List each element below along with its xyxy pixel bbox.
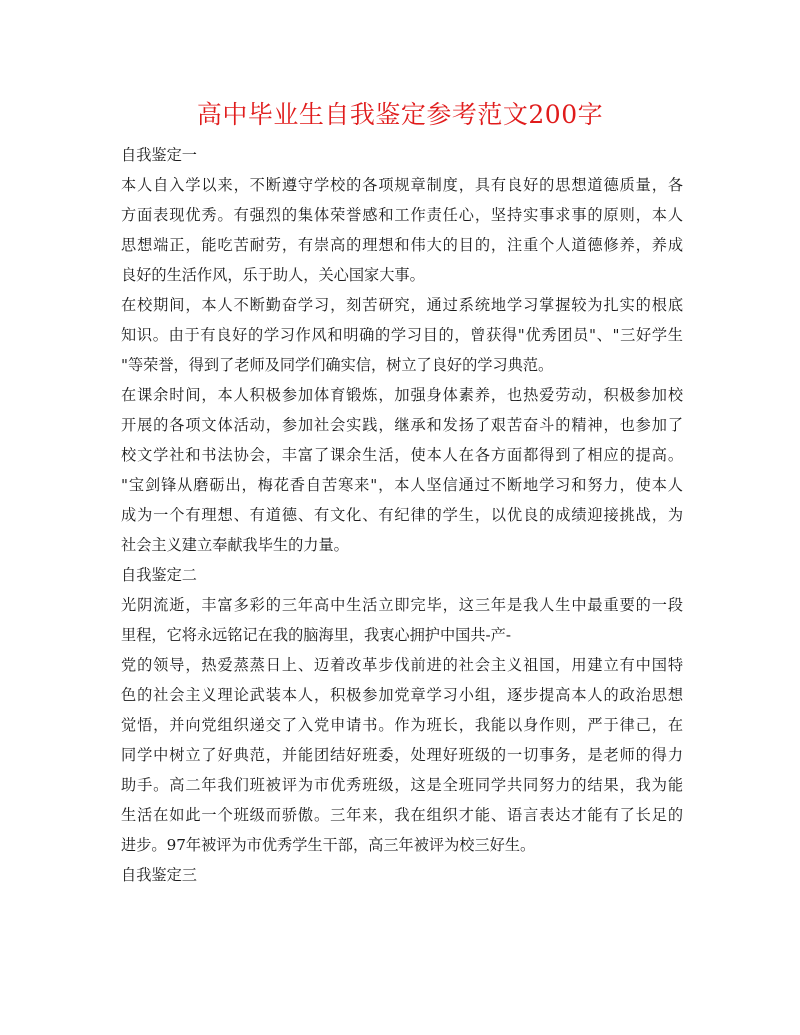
document-title: 高中毕业生自我鉴定参考范文200字: [196, 100, 604, 129]
paragraph-line: 生活在如此一个班级而骄傲。三年来，我在组织才能、语言表达才能有了长足的: [121, 806, 683, 824]
paragraph-line: 知识。由于有良好的学习作风和明确的学习目的，曾获得"优秀团员"、"三好学生: [121, 326, 683, 344]
paragraph-line: 本人自入学以来，不断遵守学校的各项规章制度，具有良好的思想道德质量，各: [121, 176, 683, 194]
paragraph-line: 色的社会主义理论武装本人，积极参加党章学习小组，逐步提高本人的政治思想: [121, 686, 683, 704]
paragraph-line: 成为一个有理想、有道德、有文化、有纪律的学生，以优良的成绩迎接挑战，为: [121, 506, 683, 524]
paragraph-line: 进步。97年被评为市优秀学生干部，高三年被评为校三好生。: [121, 836, 536, 854]
paragraph-line: 良好的生活作风，乐于助人，关心国家大事。: [121, 266, 425, 284]
paragraph-line: 校文学社和书法协会，丰富了课余生活，使本人在各方面都得到了相应的提高。: [121, 446, 683, 464]
paragraph-line: "宝剑锋从磨砺出，梅花香自苦寒来"，本人坚信通过不断地学习和努力，使本人: [121, 476, 683, 494]
paragraph-line: 在课余时间，本人积极参加体育锻炼，加强身体素养，也热爱劳动，积极参加校: [121, 386, 683, 404]
paragraph-line: 社会主义建立奉献我毕生的力量。: [121, 536, 349, 554]
paragraph-line: 方面表现优秀。有强烈的集体荣誉感和工作责任心，坚持实事求事的原则，本人: [121, 206, 683, 224]
paragraph-line: 在校期间，本人不断勤奋学习，刻苦研究，通过系统地学习掌握较为扎实的根底: [121, 296, 683, 314]
paragraph-line: 里程，它将永远铭记在我的脑海里，我衷心拥护中国共-产-: [121, 626, 511, 644]
paragraph-line: 党的领导，热爱蒸蒸日上、迈着改革步伐前进的社会主义祖国，用建立有中国特: [121, 656, 683, 674]
paragraph-line: 同学中树立了好典范，并能团结好班委，处理好班级的一切事务，是老师的得力: [121, 746, 683, 764]
paragraph-line: 思想端正，能吃苦耐劳，有崇高的理想和伟大的目的，注重个人道德修养，养成: [121, 236, 683, 254]
paragraph-line: 助手。高二年我们班被评为市优秀班级，这是全班同学共同努力的结果，我为能: [121, 776, 683, 794]
section-heading-1: 自我鉴定一: [121, 146, 197, 164]
paragraph-line: "等荣誉，得到了老师及同学们确实信，树立了良好的学习典范。: [121, 356, 554, 374]
document-body: [121, 140, 683, 890]
section-heading-3: 自我鉴定三: [121, 866, 197, 884]
paragraph-line: 开展的各项文体活动，参加社会实践，继承和发扬了艰苦奋斗的精神，也参加了: [121, 416, 683, 434]
paragraph-line: 光阴流逝，丰富多彩的三年高中生活立即完毕，这三年是我人生中最重要的一段: [121, 596, 683, 614]
paragraph-line: 觉悟，并向党组织递交了入党申请书。作为班长，我能以身作则，严于律己，在: [121, 716, 683, 734]
section-heading-2: 自我鉴定二: [121, 566, 197, 584]
